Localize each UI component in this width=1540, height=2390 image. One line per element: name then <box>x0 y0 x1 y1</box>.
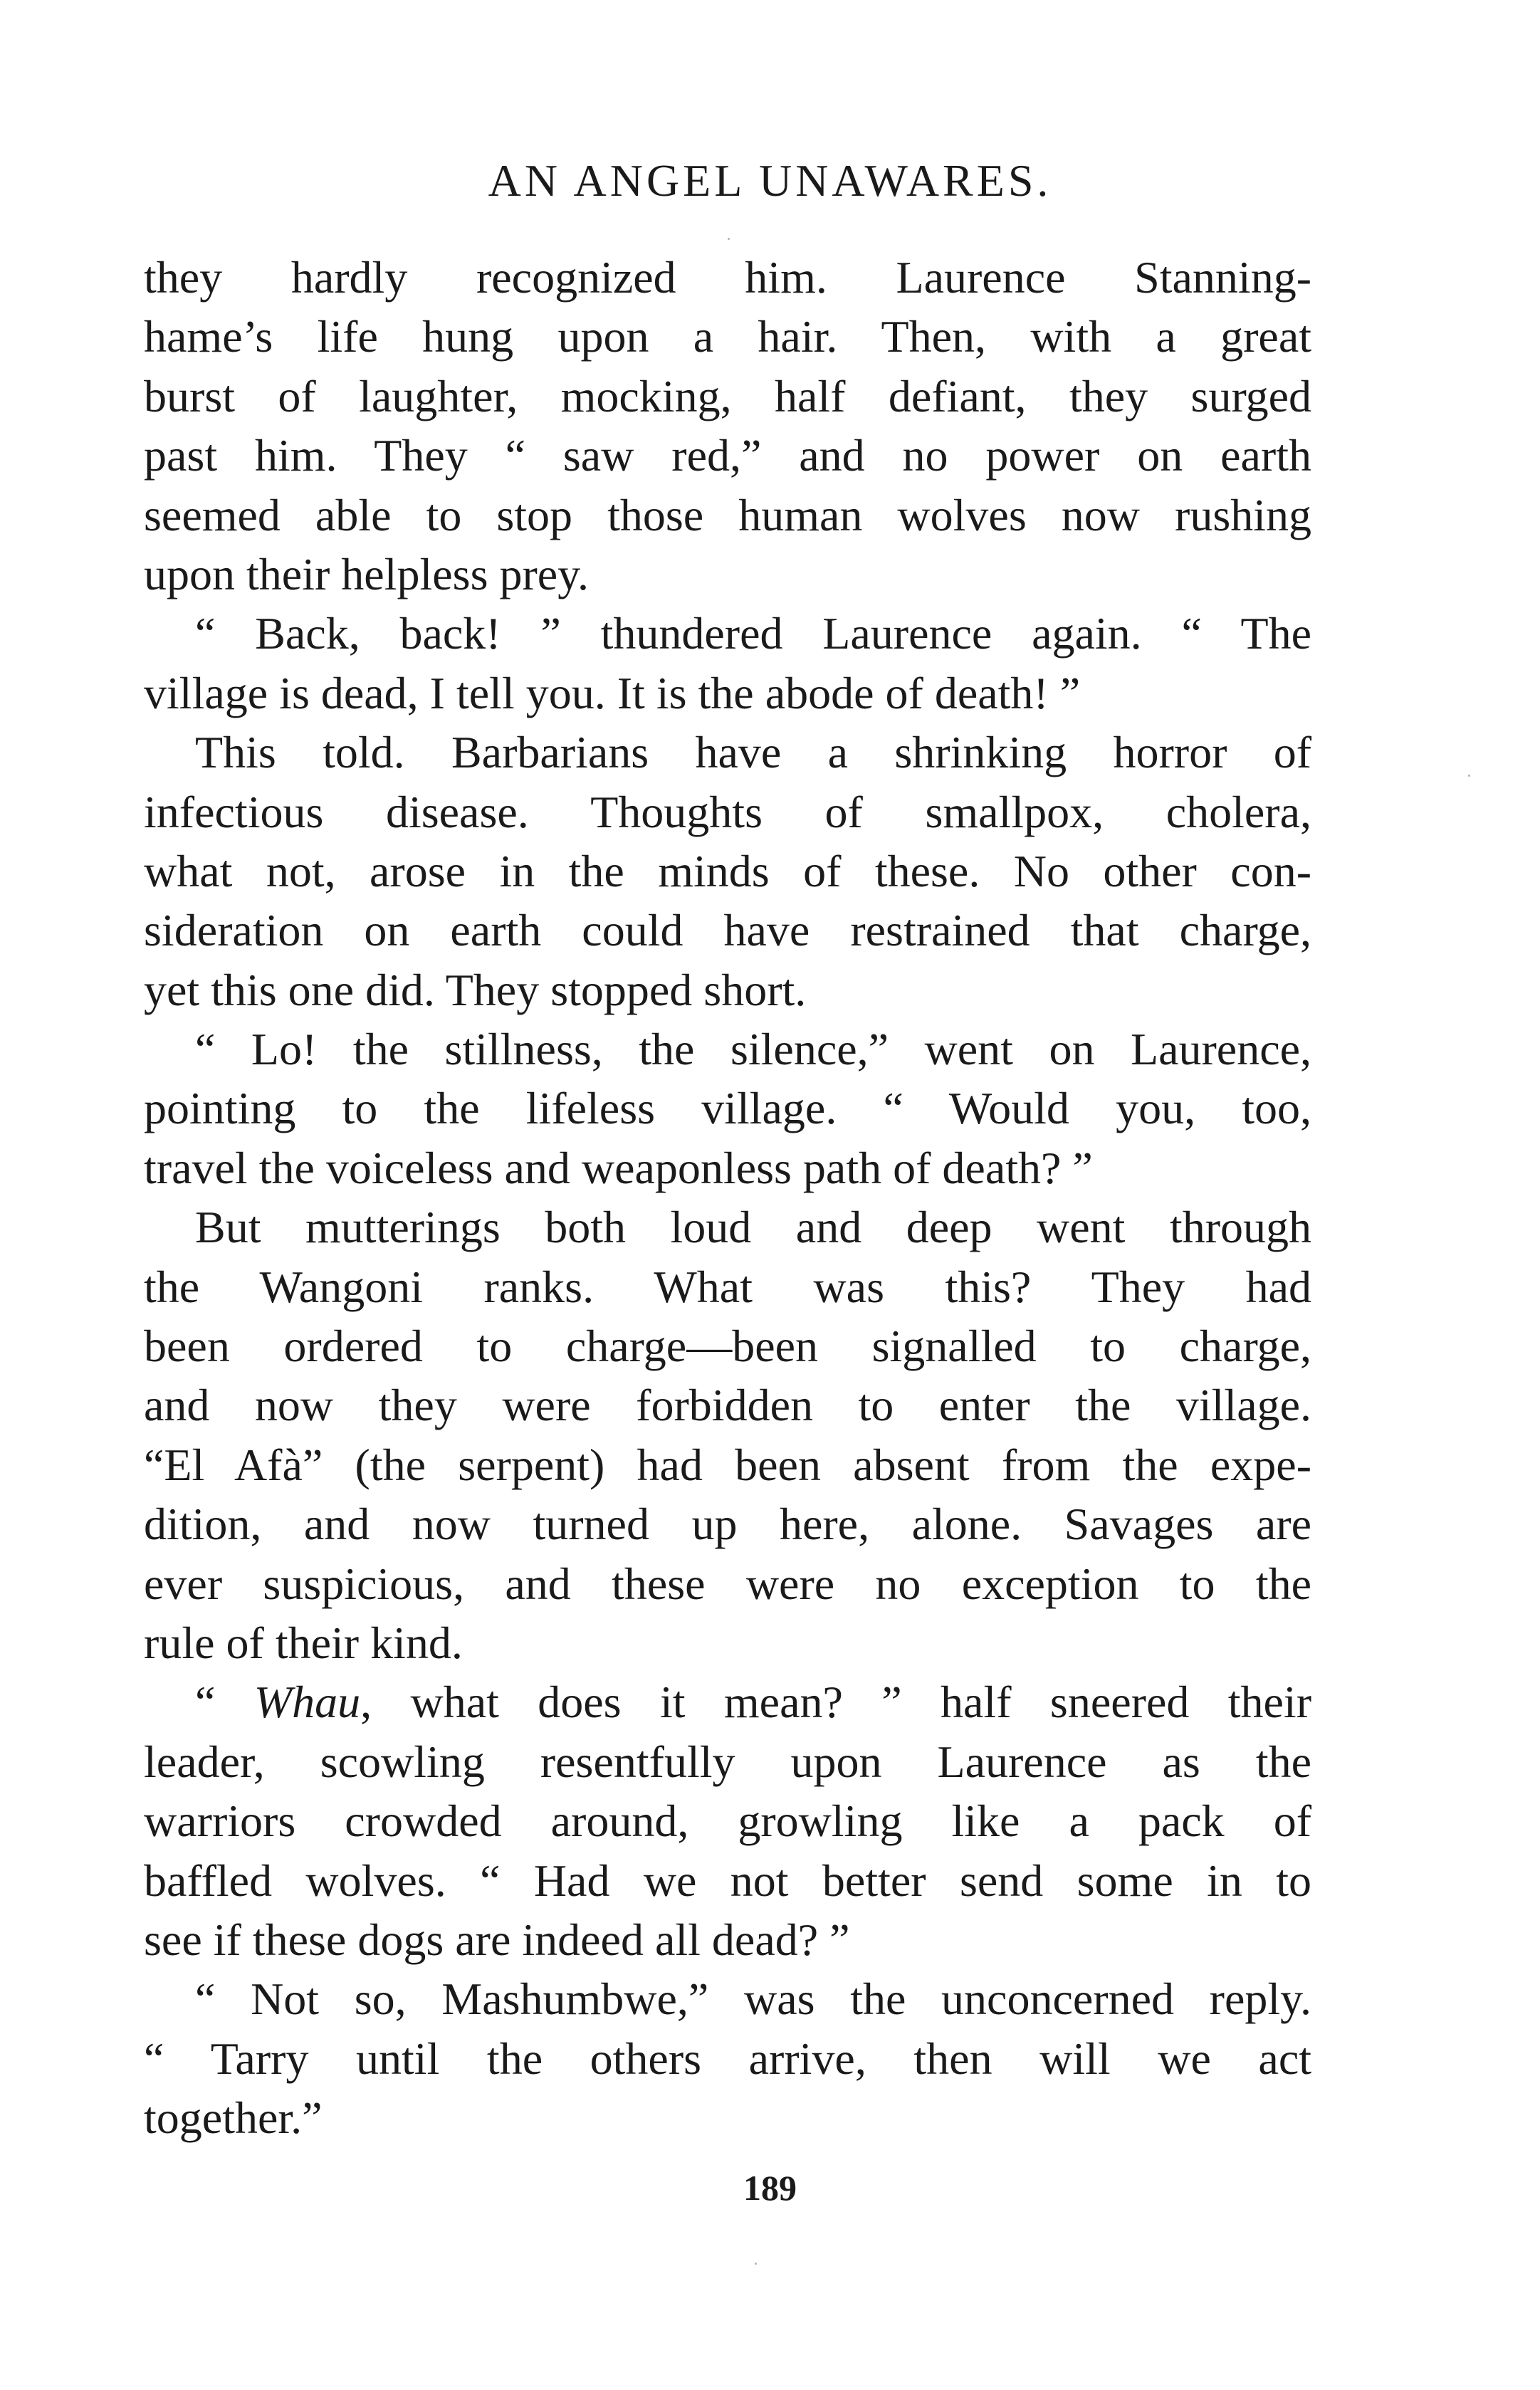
text-line: seemed able to stop those human wolves now rushing <box>144 489 1311 540</box>
text-line: baffled wolves. “ Had we not better send some in to <box>144 1855 1311 1906</box>
text-line: “ Lo! the stillness, the silence,” went on Laurence, <box>195 1024 1311 1075</box>
text-line: This told. Barbarians have a shrinking horror of <box>195 727 1311 778</box>
text-line: But mutterings both loud and deep went through <box>195 1202 1311 1253</box>
text-line: pointing to the lifeless village. “ Would you, too, <box>144 1083 1311 1134</box>
paper-speck <box>1468 775 1470 777</box>
page-number: 189 <box>743 2168 797 2208</box>
body-text <box>144 248 1311 2148</box>
text-line: hame’s life hung upon a hair. Then, with a great <box>144 311 1311 362</box>
text-line: they hardly recognized him. Laurence Stanning- <box>144 252 1311 303</box>
paper-speck <box>755 2263 757 2265</box>
text-line: ever suspicious, and these were no exception to the <box>144 1558 1311 1609</box>
text-line: burst of laughter, mocking, half defiant, they surged <box>144 370 1311 421</box>
text-line: see if these dogs are indeed all dead? ” <box>144 1914 850 1965</box>
text-line: rule of their kind. <box>144 1617 463 1668</box>
text-line: together.” <box>144 2092 323 2144</box>
text-line: been ordered to charge—been signalled to charge, <box>144 1321 1311 1372</box>
text-line: what not, arose in the minds of these. No other con- <box>144 845 1311 896</box>
text-line: past him. They “ saw red,” and no power on earth <box>144 430 1311 481</box>
text-line: the Wangoni ranks. What was this? They had <box>144 1261 1311 1312</box>
text-line: “ Whau, what does it mean? ” half sneered their <box>195 1677 1311 1728</box>
text-line: sideration on earth could have restrained that charge, <box>144 905 1311 956</box>
text-line: “ Back, back! ” thundered Laurence again. “ The <box>195 608 1311 659</box>
text-line: upon their helpless prey. <box>144 548 590 599</box>
text-line: warriors crowded around, growling like a pack of <box>144 1796 1311 1847</box>
italic-word: Whau <box>253 1677 361 1728</box>
text-line: dition, and now turned up here, alone. Savages are <box>144 1499 1311 1550</box>
text-line: and now they were forbidden to enter the village. <box>144 1380 1311 1431</box>
text-line: village is dead, I tell you. It is the abode of death! ” <box>144 667 1081 718</box>
paper-speck <box>728 238 730 240</box>
text-line: leader, scowling resentfully upon Laurence as the <box>144 1736 1311 1787</box>
text-line: “El Afà” (the serpent) had been absent from the expe- <box>144 1439 1311 1490</box>
text-line: “ Not so, Mashumbwe,” was the unconcerned reply. <box>195 1974 1311 2025</box>
text-line: yet this one did. They stopped short. <box>144 964 807 1015</box>
running-head: AN ANGEL UNAWARES. <box>488 155 1052 206</box>
text-line: travel the voiceless and weaponless path of death? ” <box>144 1142 1093 1193</box>
text-line: infectious disease. Thoughts of smallpox, cholera, <box>144 786 1311 837</box>
text-line: “ Tarry until the others arrive, then will we act <box>144 2033 1311 2084</box>
